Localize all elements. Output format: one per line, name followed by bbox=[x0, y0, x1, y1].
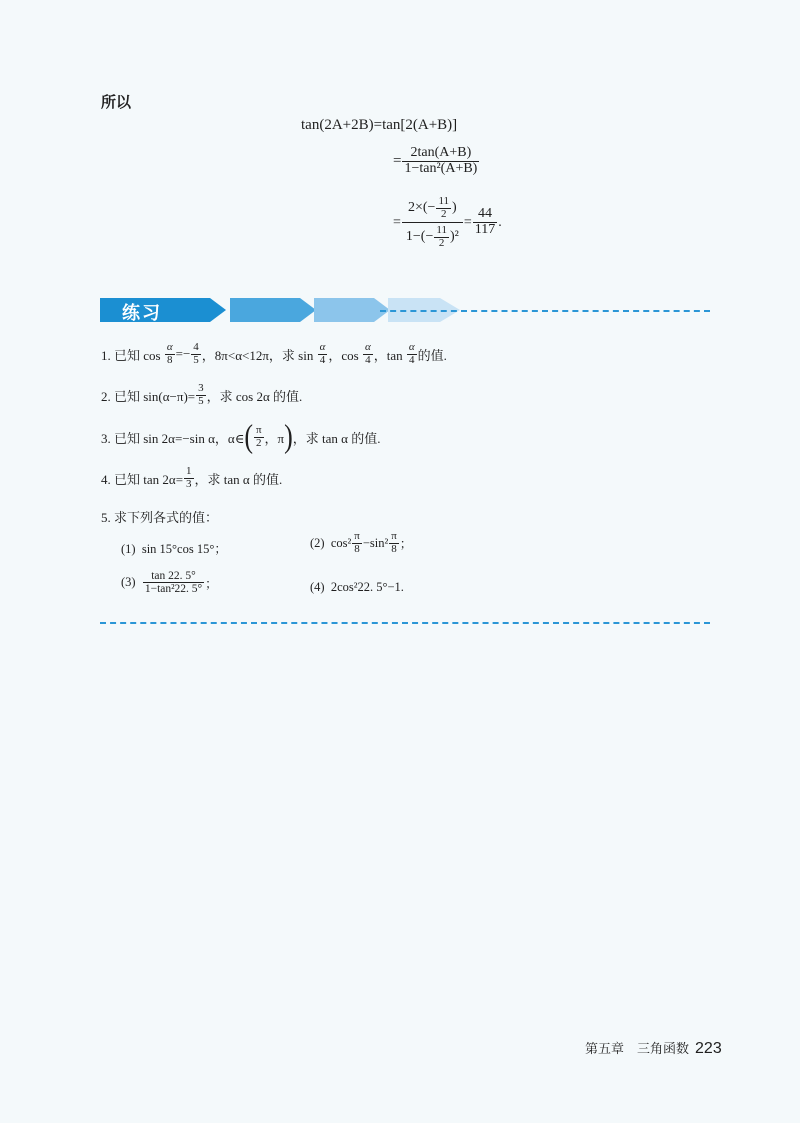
bottom-dashed-line bbox=[100, 622, 710, 624]
left-paren-icon: ( bbox=[244, 418, 253, 455]
header-band-3 bbox=[314, 298, 374, 322]
inner-denominator: 2 bbox=[441, 207, 447, 220]
right-paren-icon: ) bbox=[284, 418, 293, 455]
exercise-1: 1. 已知 cos $\frac{\alpha}{8}$ =− $\frac{4}{5}$ ，8π<α<12π，求 sin $\frac{\alpha}{4}$ ，cos $\frac{\alpha}{4}$ ，tan $\frac{\alpha}{4}$ 的值. bbox=[101, 341, 447, 366]
fraction-big bbox=[402, 196, 463, 249]
intro-text: 所以 bbox=[101, 94, 132, 111]
exercise-5-1: (1) sin 15°cos 15°； bbox=[121, 542, 227, 556]
derivation-line-3 bbox=[393, 196, 502, 249]
derivation-line-2 bbox=[393, 146, 480, 176]
exercise-title: 练习 bbox=[122, 303, 162, 323]
equals-sign: = bbox=[393, 214, 401, 230]
chevron-1-icon bbox=[210, 298, 226, 322]
inner-fraction bbox=[436, 196, 451, 220]
inner-numerator: 11 bbox=[438, 195, 450, 207]
inner-denominator: 2 bbox=[438, 236, 445, 249]
chapter-label: 第五章 三角函数 bbox=[585, 1041, 690, 1056]
page-footer bbox=[585, 1038, 722, 1058]
result-numerator: 44 bbox=[473, 207, 497, 223]
equals-sign: = bbox=[393, 152, 402, 169]
result-fraction bbox=[473, 207, 497, 237]
header-band-2 bbox=[230, 298, 300, 322]
derivation-line-1: tan(2A+2B)=tan[2(A+B)] bbox=[301, 117, 458, 133]
fraction-numerator bbox=[402, 196, 463, 223]
equals-sign: = bbox=[463, 214, 472, 230]
page-number: 223 bbox=[695, 1040, 722, 1057]
fraction-denominator: 1−tan²(A+B) bbox=[404, 160, 478, 176]
inner-numerator: 11 bbox=[436, 224, 447, 237]
exercise-3: 3. 已知 sin 2α=−sin α，α∈ ( $\frac{\pi}{2}$ ，π ) ，求 tan α 的值. bbox=[101, 418, 381, 455]
exercise-header bbox=[100, 298, 400, 322]
period: . bbox=[498, 214, 502, 230]
numerator-suffix: ) bbox=[452, 199, 457, 215]
header-dashed-line bbox=[380, 310, 710, 312]
fraction-2tan bbox=[402, 146, 479, 176]
exercise-2: 2. 已知 sin(α−π)= $\frac{3}{5}$ ，求 cos 2α 的值. bbox=[101, 382, 303, 407]
denominator-suffix: )² bbox=[449, 228, 459, 244]
exercise-5: 5. 求下列各式的值： bbox=[101, 510, 219, 525]
fraction-denominator bbox=[402, 223, 463, 249]
exercise-4: 4. 已知 tan 2α= $\frac{1}{3}$ ，求 tan α 的值. bbox=[101, 465, 283, 490]
result-denominator: 117 bbox=[474, 222, 496, 238]
numerator-prefix: 2×(− bbox=[408, 199, 436, 215]
exercise-5-2: (2) cos² $\frac{\pi}{8}$ −sin² $\frac{\pi}{8}$ ； bbox=[310, 530, 413, 555]
inner-fraction bbox=[434, 225, 449, 249]
denominator-prefix: 1−(− bbox=[405, 228, 434, 244]
exercise-5-4: (4) 2cos²22. 5°−1. bbox=[310, 580, 404, 594]
exercise-5-3: (3) $\frac{\tan 22. 5^\circ}{\text{1−tan²22. 5°}}$ ； bbox=[121, 570, 218, 596]
fraction-numerator: 2tan(A+B) bbox=[402, 146, 479, 162]
